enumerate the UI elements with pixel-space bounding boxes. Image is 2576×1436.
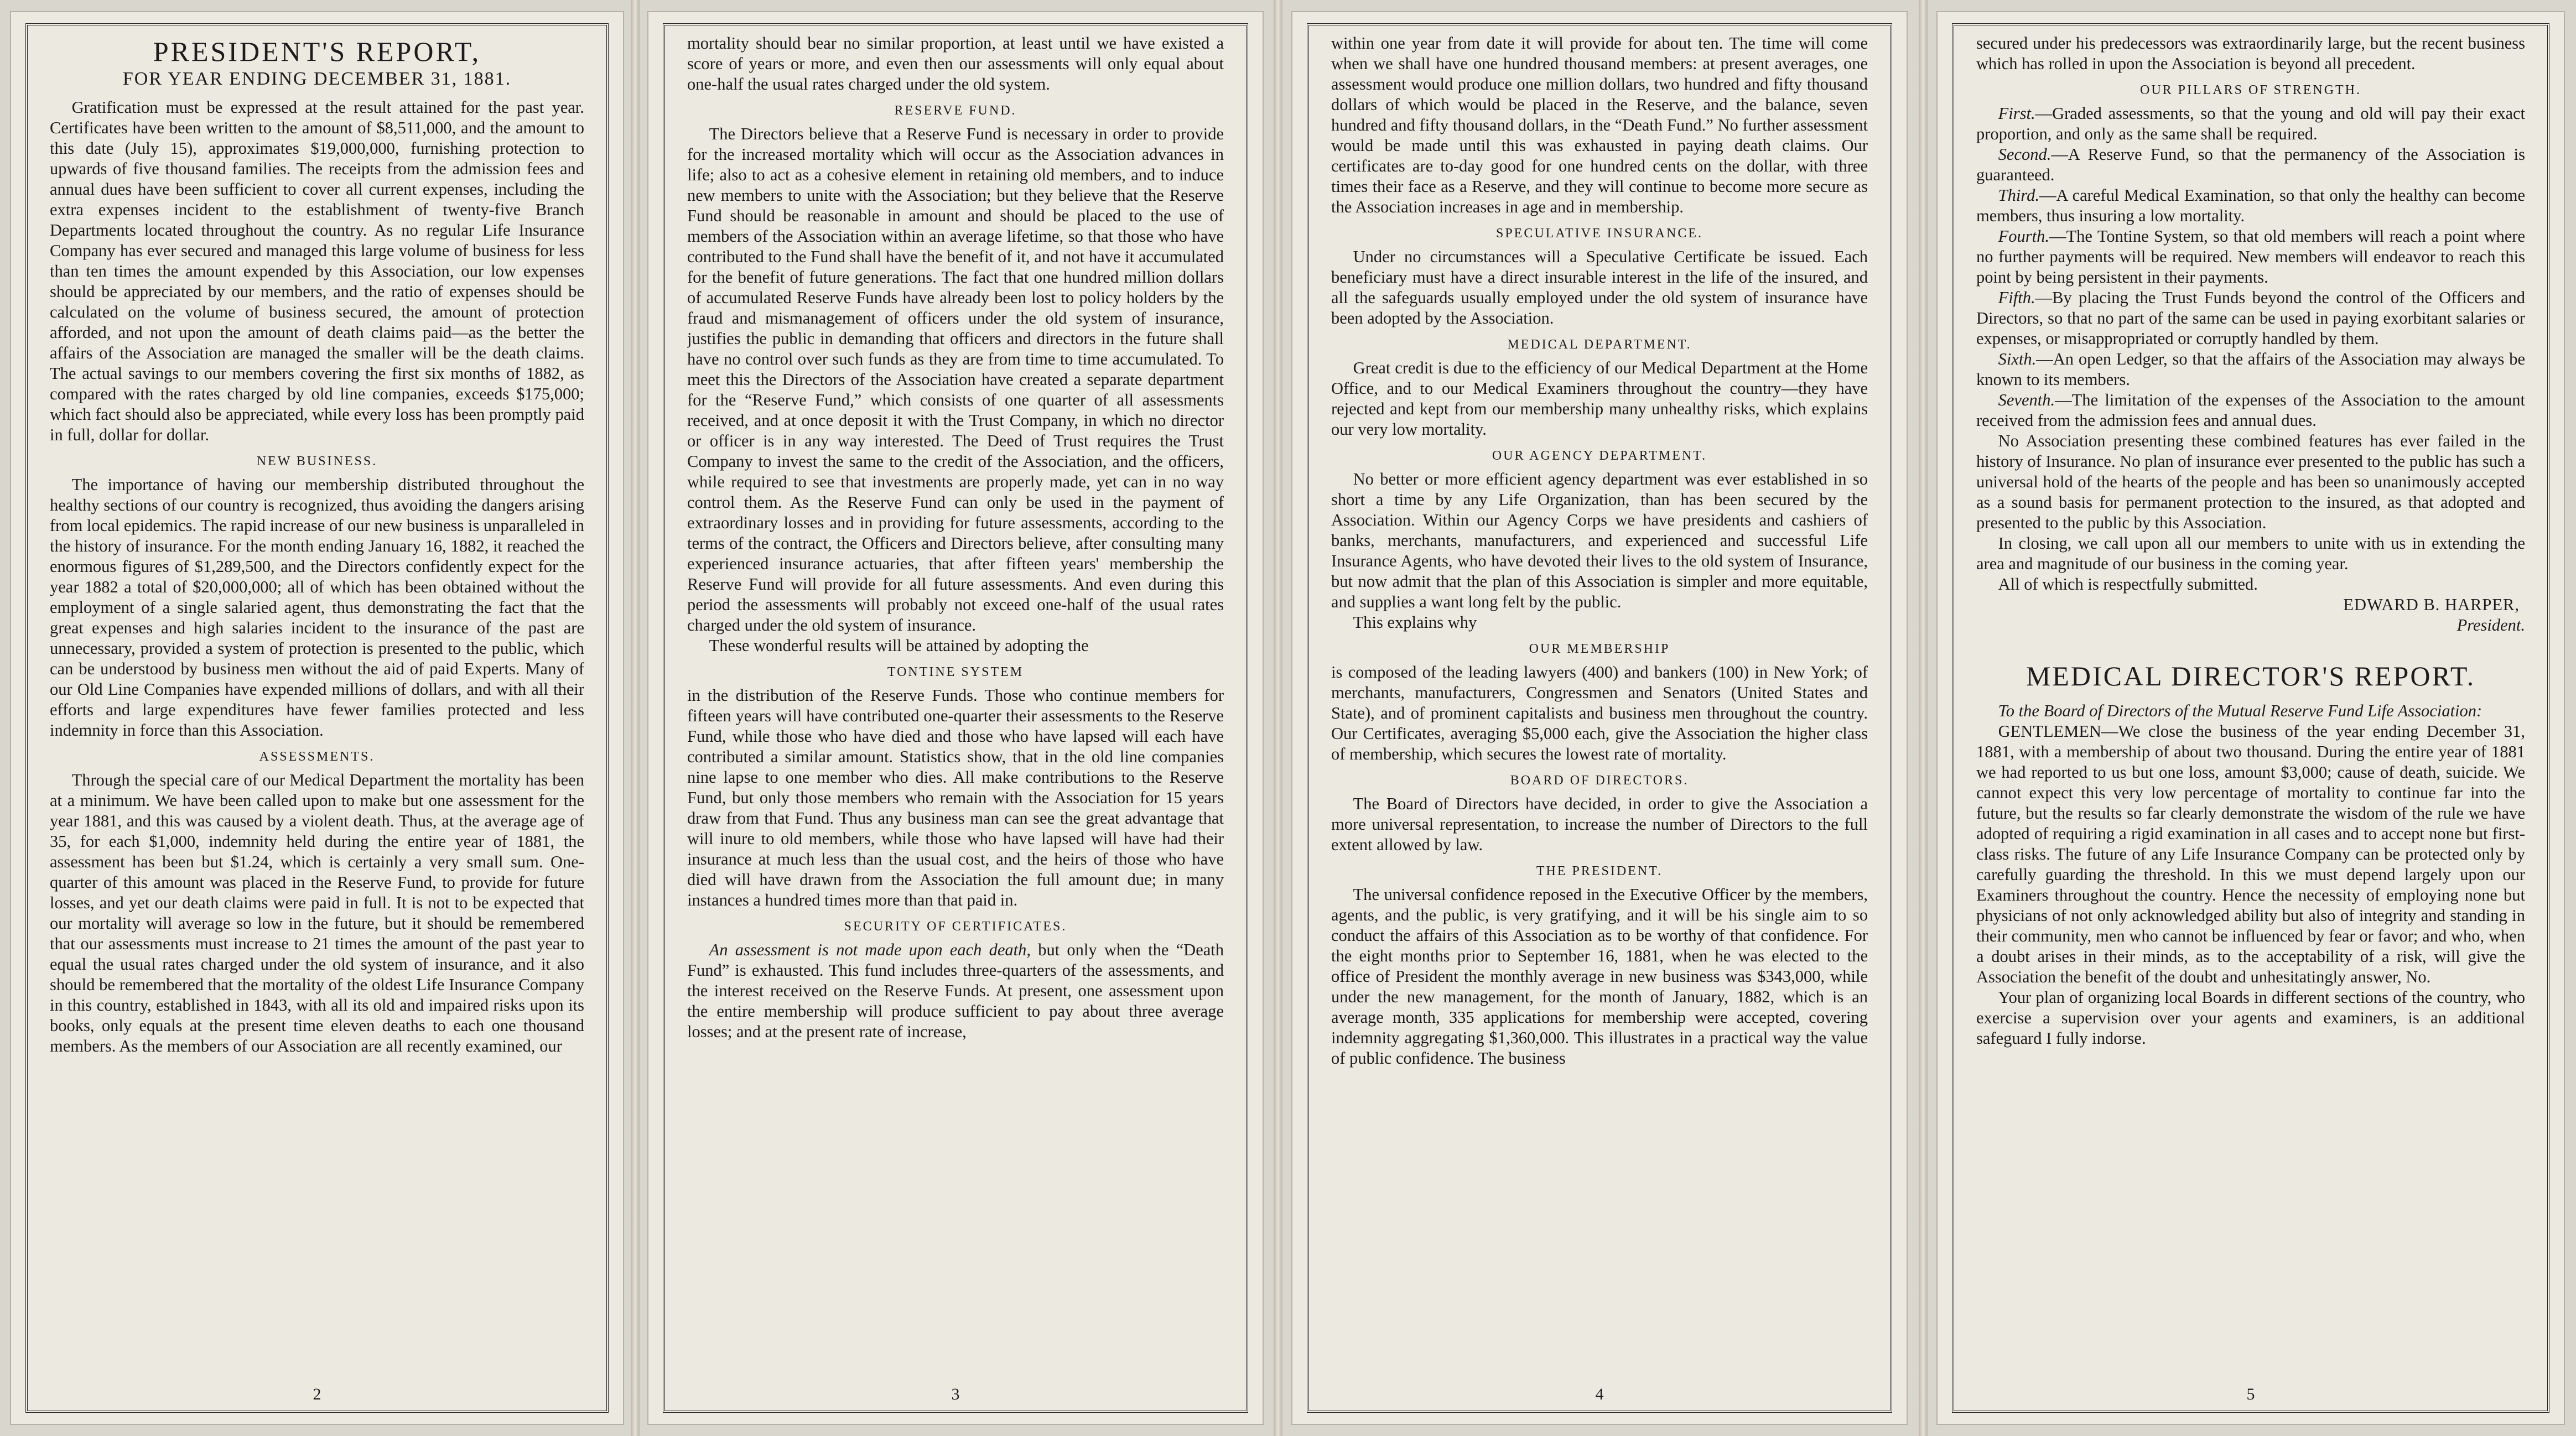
membership-paragraph: is composed of the leading lawyers (400) and bankers (100) in New York; of merchants, manufacturers, Congressmen and Senators (United States and State), and of prominent capitalists and business men throughout the country. Our Certificates, averaging $5,000 each, give the Association the higher class of membership, which secures the lowest rate of mortality. [1331,663,1868,763]
fold-line [1919,0,1928,1436]
heading-membership: OUR MEMBERSHIP [1529,642,1670,656]
pillar-label: Third. [1998,186,2039,205]
assessments-paragraph: Through the special care of our Medical Department the mortality has been at a minimum. We have been called upon to make but one assessment for the year 1881, and this was caused by a violent death. Thus, at the average age of 35, for each $1,000, indemnity held during the entire year of 1881, the assessment has been but $1.24, which is certainly a very small sum. One-quarter of this amount was placed in the Reserve Fund, to provide for future losses, and yet our death claims were paid in full. It is not to be expected that our mortality will average so low in the future, but it should be remembered that our assessments must increase to 21 times the amount of the past year to equal the usual rates charged under the old system of insurance, and it also should be remembered that the mortality of the oldest Life Insurance Company in this country, established in 1843, with all its old and impaired risks upon its books, only equals at the present time eleven deaths to each one thousand members. As the members of our Association are all recently examined, our [50,771,584,1055]
page-border [663,23,1248,1413]
pillar-text: —The limitation of the expenses of the Association to the amount received from the admission fees and annual dues. [1976,391,2525,430]
pillar-text: —A careful Medical Examination, so that only the healthy can become members, thus insuring a low mortality. [1976,186,2525,225]
page-2-content [50,33,584,1383]
pillar-item [1976,390,2525,431]
pillar-label: Sixth. [1998,350,2037,368]
report-subtitle: FOR YEAR ENDING DECEMBER 31, 1881. [122,69,512,89]
heading-medical: MEDICAL DEPARTMENT. [1507,337,1692,352]
board-paragraph: The Board of Directors have decided, in order to give the Association a more universal representation, to increase the number of Directors to the full extent allowed by law. [1331,794,1868,854]
pillar-item [1976,144,2525,185]
heading-board: BOARD OF DIRECTORS. [1510,773,1689,788]
agency-paragraph: No better or more efficient agency department was ever established in so short a time by any Life Organization, than has been secured by the Association. Within our Agency Corps we have presidents and cashiers of banks, merchants, manufacturers, and experienced and successful Life Insurance Agents, who have devoted their lives to the old system of Insurance, but now admit that the plan of this Association is simpler and more equitable, and supplies a want long felt by the public. [1331,470,1868,611]
page-4-panel [1291,11,1908,1425]
closing-paragraph-3: All of which is respectfully submitted. [1998,575,2258,594]
medical-paragraph-1: GENTLEMEN—We close the business of the year ending December 31, 1881, with a membership of about two thousand. During the entire year of 1881 we had reported to us but one loss, amount $3,000; cause of death, suicide. We cannot expect this very low percentage of mortality to continue far into the future, but the results so far clearly demonstrate the wisdom of the rule we have adopted of requiring a rigid examination in all cases and to accept none but first-class risks. The future of any Life Insurance Company can be protected only by carefully guarding the threshold. In this we must depend largely upon our Examiners throughout the country. Hence the necessity of employing none but physicians of not only acknowledged ability but also of integrity and standing in their community, men who cannot be influenced by fear or favor; and who, when a doubt arises in their minds, as to the acceptability of a risk, will give the Association the benefit of the doubt and unhesitatingly answer, No. [1976,722,2525,986]
pillar-text: —A Reserve Fund, so that the permanency of the Association is guaranteed. [1976,145,2525,184]
heading-agency: OUR AGENCY DEPARTMENT. [1492,449,1707,463]
page-5-panel [1936,11,2565,1425]
heading-speculative: SPECULATIVE INSURANCE. [1495,226,1703,241]
page-number: 5 [2246,1385,2255,1403]
pillar-label: Fifth. [1998,288,2035,307]
heading-new-business: NEW BUSINESS. [256,454,378,469]
pillar-item [1976,103,2525,144]
heading-reserve-fund: RESERVE FUND. [894,103,1017,118]
page-border [1952,23,2549,1413]
signature-title: President. [2456,616,2525,634]
report-title: PRESIDENT'S REPORT, [153,36,481,67]
fold-line [631,0,640,1436]
page-number: 3 [951,1385,960,1403]
heading-assessments: ASSESSMENTS. [259,750,375,764]
heading-pillars: OUR PILLARS OF STRENGTH. [2139,83,2362,97]
pillar-item [1976,185,2525,226]
intro-paragraph: Gratification must be expressed at the result attained for the past year. Certificates have been written to the amount of $8,511,000, and the amount to this date (July 15), approximates $19,000,000, furnishing protection to upwards of five thousand families. The receipts from the admission fees and annual dues have been sufficient to cover all current expenses, including the extra expenses incident to the establishment of twenty-five Branch Departments located throughout the country. As no regular Life Insurance Company has ever secured and managed this large volume of business for less than ten times the amount expended by this Association, our low expenses should be appreciated by our members, and the ratio of expenses should be calculated on the volume of business secured, the amount of protection afforded, and not upon the amount of death claims paid—as the better the affairs of the Association are managed the smaller will be the death claims. The actual savings to our members covering the first six months of 1882, as compared with the rates charged by old line companies, exceeds $175,000; which fact should also be appreciated, while every loss has been promptly paid in full, dollar for dollar. [50,98,584,444]
page-3-content [687,33,1224,1383]
closing-paragraph-1: No Association presenting these combined features has ever failed in the history of Insurance. No plan of insurance ever presented to the public has such a universal hold of the hearts of the people and has been so unanimously accepted as a sound basis for permanent protection to the insured, as that adopted and presented to the public by this Association. [1976,431,2525,532]
reserve-fund-paragraph: The Directors believe that a Reserve Fund is necessary in order to provide for the increased mortality which will occur as the Association advances in life; also to act as a cohesive element in retaining old members, and to induce new members to unite with the Association; but they believe that the Reserve Fund should be reasonable in amount and should be placed to the use of members of the Association within an average lifetime, so that those who have contributed to the Fund shall have the benefit of it, and not have it accumulated for the benefit of future generations. The fact that one hundred million dollars of accumulated Reserve Funds have already been lost to policy holders by the fraud and mismanagement of officers under the old system of insurance, justifies the public in demanding that officers and directors in the future shall have no control over such funds as they are from time to time accumulated. To meet this the Directors of the Association have created a separate department for the “Reserve Fund,” which consists of one quarter of all assessments received, and at once deposit it with the Trust Company, in which no director or officer is in any way interested. The Deed of Trust requires the Trust Company to invest the same to the credit of the Association, and the officers, while required to see that investments are properly made, yet can in no way control them. As the Reserve Fund can only be used in the payment of extraordinary losses and in providing for future assessments, according to the terms of the contract, the Officers and Directors believe, after consulting many experienced insurance actuaries, that after fifteen years' membership the Reserve Fund will provide for all future assessments. And even during this period the assessments will probably not exceed one-half of the usual rates charged under the old system of insurance. [687,124,1224,634]
medical-paragraph-2: Your plan of organizing local Boards in different sections of the country, who exercise a supervision over your agents and examiners, is an additional safeguard I fully indorse. [1976,988,2525,1048]
pillar-text: —The Tontine System, so that old members will reach a point where no further payments will be required. New members will endeavor to reach this point by being persistent in their payments. [1976,227,2525,287]
page-4-content [1331,33,1868,1383]
tontine-paragraph: in the distribution of the Reserve Funds. Those who continue members for fifteen years will have contributed one-quarter their assessments to the Reserve Fund, while those who have died and those who have lapsed will each have contributed a similar amount. Statistics show, that in the old line companies nine lapse to one member who dies. All make contributions to the Reserve Fund, but only those members who remain with the Association for 15 years draw from that Fund. Thus any business man can see the great advantage that will inure to old members, while those who have lapsed will have had their insurance at much less than the usual cost, and the heirs of those who have died will have drawn from the Association the full amount due; in many instances a hundred times more than that paid in. [687,686,1224,909]
pillar-label: First. [1998,104,2035,123]
continued-paragraph: secured under his predecessors was extraordinarily large, but the recent business which has rolled in upon the Association is beyond all precedent. [1976,34,2525,73]
speculative-paragraph: Under no circumstances will a Speculative Certificate be issued. Each beneficiary must have a direct insurable interest in the life of the insured, and all the safeguards usually employed under the old system of insurance have been adopted by the Association. [1331,247,1868,327]
page-number: 2 [313,1385,321,1403]
pillar-text: —Graded assessments, so that the young and old will pay their exact proportion, and only as the same shall be required. [1976,104,2525,143]
medical-paragraph: Great credit is due to the efficiency of our Medical Department at the Home Office, and to our Medical Examiners throughout the country—they have rejected and kept from our membership many unhealthy risks, which explains our very low mortality. [1331,358,1868,439]
fold-line [1274,0,1282,1436]
heading-security: SECURITY OF CERTIFICATES. [844,919,1067,934]
agency-lead-in: This explains why [1353,613,1477,632]
pillar-label: Fourth. [1998,227,2049,246]
heading-president: THE PRESIDENT. [1536,864,1663,878]
security-text: but only when the “Death Fund” is exhausted. This fund includes three-quarters of the assessments, and the interest received on the Reserve Funds. At present, one assessment upon the entire membership will produce sufficient to pay about three average losses; and at the present rate of increase, [687,940,1224,1041]
signature-name: EDWARD B. HARPER, [2343,595,2520,614]
medical-report-address: To the Board of Directors of the Mutual Reserve Fund Life Association: [1998,701,2482,720]
page-border [25,23,609,1413]
page-number: 4 [1595,1385,1604,1403]
pillar-text: —An open Ledger, so that the affairs of the Association may always be known to its members. [1976,350,2525,389]
continued-paragraph: within one year from date it will provide for about ten. The time will come when we shall have one hundred thousand members: at present averages, one assessment would produce one million dollars, two hundred and fifty thousand dollars of which would be placed in the Reserve, and the balance, seven hundred and fifty thousand dollars, in the “Death Fund.” No further assessment would be made until this was exhausted in paying death claims. Our certificates are to-day good for one hundred cents on the dollar, with three times their face as a Reserve, and they will continue to become more secure as the Association increases in age and in membership. [1331,34,1868,216]
medical-report-title: MEDICAL DIRECTOR'S REPORT. [2026,660,2476,691]
continued-paragraph: mortality should bear no similar proportion, at least until we have existed a score of years or more, and even then our assessments will only equal about one-half the usual rates charged under the old system. [687,34,1224,93]
closing-paragraph-2: In closing, we call upon all our members to unite with us in extending the area and magnitude of our business in the coming year. [1976,534,2525,573]
reserve-fund-lead-in: These wonderful results will be attained by adopting the [709,636,1089,655]
president-paragraph: The universal confidence reposed in the Executive Officer by the members, agents, and the public, is very gratifying, and it will be his single aim to so conduct the affairs of this Association as to be worthy of that confidence. For the eight months prior to September 16, 1881, when he was elected to the office of President the monthly average in new business was $343,000, while under the new management, for the month of January, 1882, which is an average month, 335 applications for membership were accepted, covering indemnity aggregating $1,360,000. This illustrates in a practical way the value of public confidence. The business [1331,885,1868,1068]
security-paragraph [687,940,1224,1042]
heading-tontine-system: TONTINE SYSTEM [887,665,1024,679]
pillar-item [1976,288,2525,349]
page-border [1307,23,1892,1413]
pillar-label: Seventh. [1998,391,2055,409]
page-2-panel [10,11,624,1425]
pillars-list [1976,103,2525,431]
pillar-text: —By placing the Trust Funds beyond the control of the Officers and Directors, so that no part of the same can be used in paying exorbitant salaries or expenses, or misappropriated or corruptly handled by them. [1976,288,2525,348]
pillar-item [1976,226,2525,288]
security-emphasis: An assessment is not made upon each death, [709,940,1031,959]
pillar-item [1976,349,2525,390]
new-business-paragraph: The importance of having our membership distributed throughout the healthy sections of our country is recognized, thus avoiding the dangers arising from local epidemics. The rapid increase of our new business is unparalleled in the history of insurance. For the month ending January 16, 1882, it reached the enormous figures of $1,289,500, and the Directors confidently expect for the year 1882 a total of $20,000,000; all of which has been obtained without the employment of a single salaried agent, thus demonstrating the fact that the great expenses and high salaries incident to the insurance of the past are unnecessary, provided a system of protection is presented to the public, which can be understood by business men without the aid of paid Experts. Many of our Old Line Companies have expended millions of dollars, and with all their efforts and large expenditures have fewer families protected and less indemnity in force than this Association. [50,475,584,740]
page-3-panel [647,11,1264,1425]
pillar-label: Second. [1998,145,2052,164]
page-5-content [1976,33,2525,1383]
